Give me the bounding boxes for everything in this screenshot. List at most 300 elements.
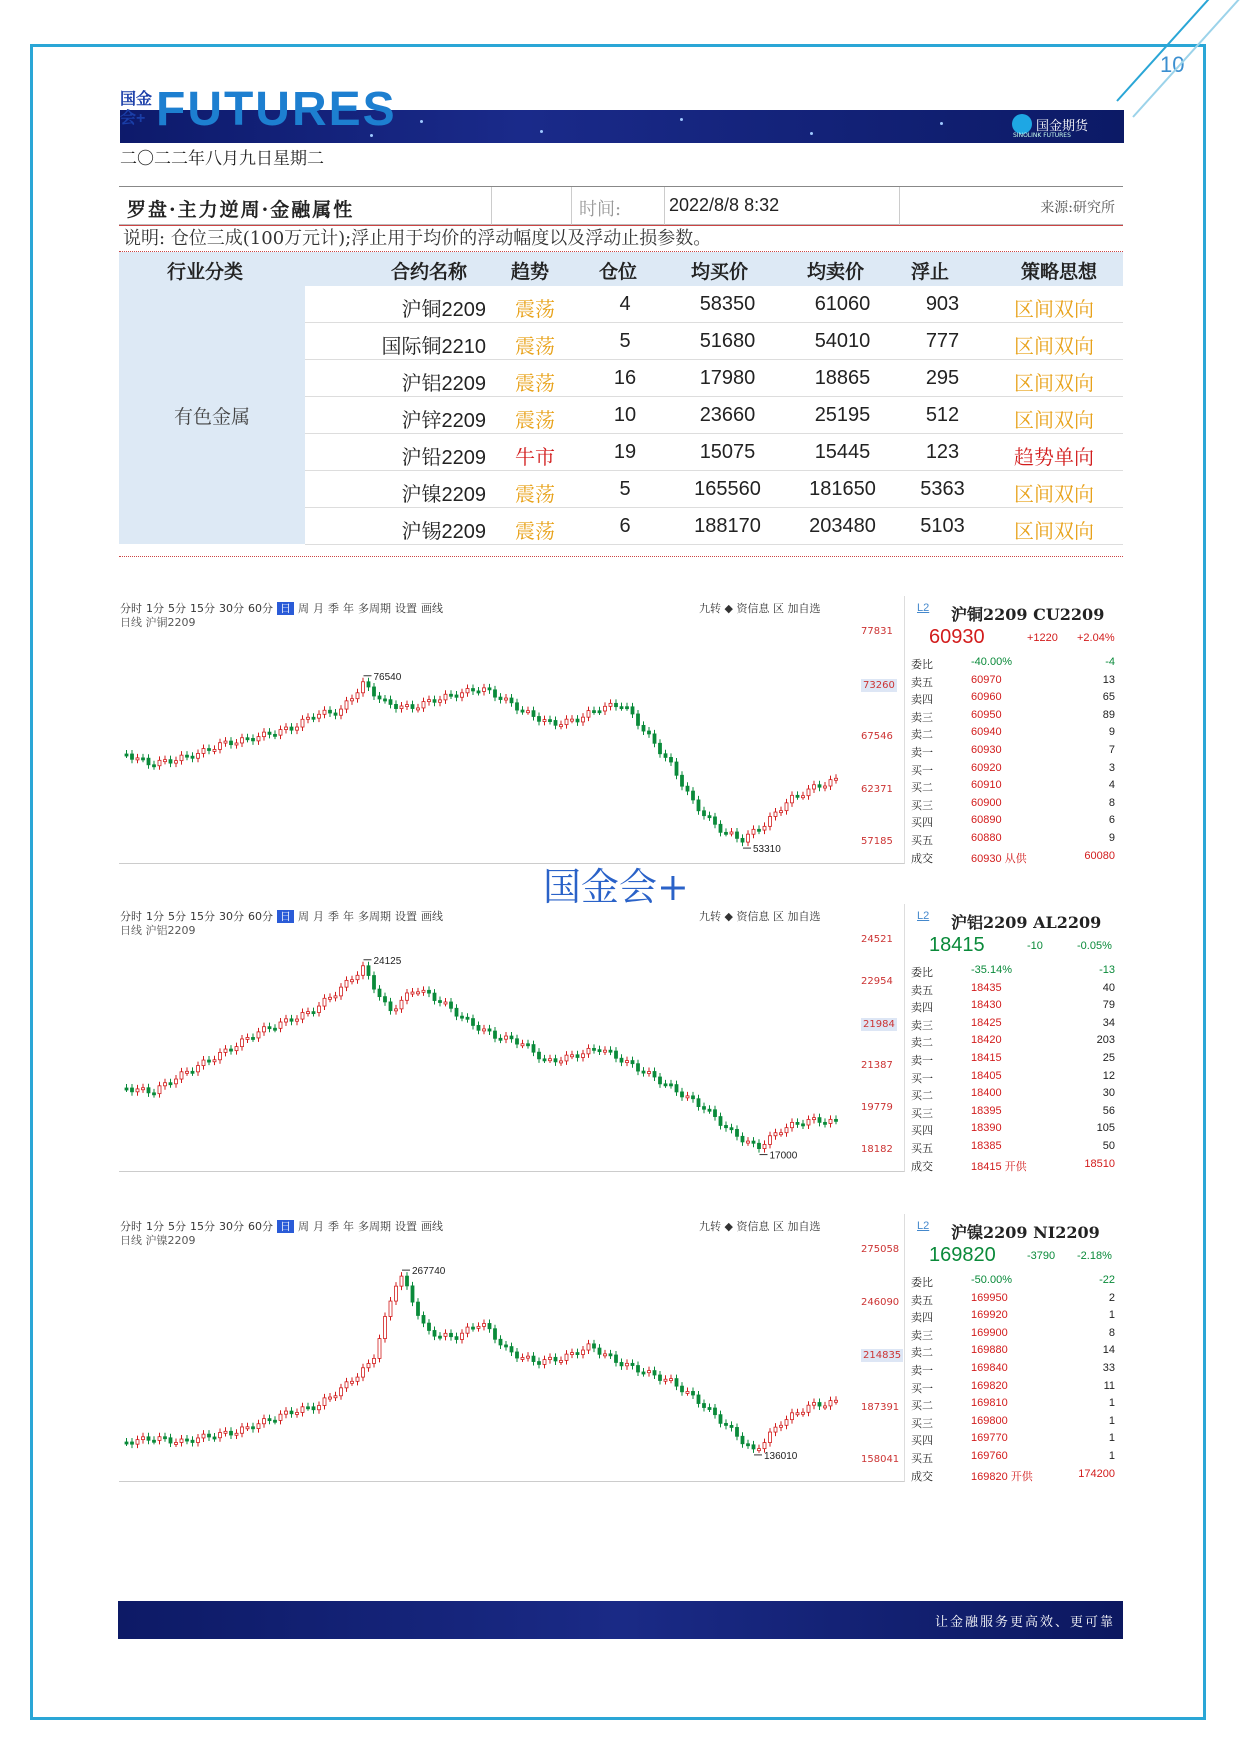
order-book-row	[911, 1158, 1121, 1174]
candle	[340, 1388, 343, 1396]
kline-panel	[119, 1214, 905, 1482]
book-volume: 6	[1108, 814, 1115, 827]
cell-pos: 4	[619, 293, 631, 315]
period-tab[interactable]: 日	[277, 602, 294, 615]
axis-tick-label: 22954	[861, 976, 893, 987]
period-tab[interactable]: 60分	[248, 1220, 273, 1233]
candle	[708, 816, 711, 818]
candle	[565, 719, 568, 724]
period-tab[interactable]: 设置	[395, 602, 417, 615]
level2-badge[interactable]: L2	[917, 1220, 930, 1232]
candle	[334, 996, 337, 998]
axis-tick-label: 77831	[861, 626, 893, 637]
candle	[758, 1143, 761, 1148]
candle	[422, 1315, 425, 1323]
candle	[516, 1352, 519, 1358]
candle	[164, 760, 167, 762]
book-price: 169880	[971, 1344, 1008, 1357]
book-price: 169950	[971, 1291, 1008, 1304]
candle	[466, 689, 469, 693]
candle	[175, 1442, 178, 1444]
book-volume: 1	[1108, 1397, 1115, 1410]
candle	[186, 1439, 189, 1441]
candle	[560, 725, 563, 727]
order-book-row	[911, 1087, 1121, 1103]
price-pct: +2.04%	[1077, 632, 1115, 644]
candle	[384, 699, 387, 701]
brand-right-cn: 国金期货	[1036, 118, 1089, 134]
header-cell: 策略思想	[1021, 261, 1098, 283]
price-pct: -2.18%	[1077, 1250, 1112, 1262]
candle	[587, 1048, 590, 1053]
candle	[554, 1357, 557, 1361]
axis-tick-label: 19779	[861, 1102, 893, 1113]
candle	[158, 1437, 161, 1441]
axis-tick-label: 57185	[861, 836, 893, 847]
candle	[818, 1118, 821, 1123]
period-tab[interactable]: 设置	[395, 1220, 417, 1233]
period-tab[interactable]: 年	[343, 910, 354, 923]
chart-tools[interactable]: 九转 ◆ 资信息 区 加自选	[699, 602, 821, 615]
candle	[466, 1327, 469, 1333]
book-label: 成交	[911, 1470, 933, 1483]
period-tab[interactable]: 季	[328, 910, 339, 923]
book-label: 买五	[911, 1453, 933, 1465]
order-book-row	[911, 1140, 1121, 1156]
candle	[455, 695, 458, 697]
candle	[505, 698, 508, 700]
book-price: -40.00%	[971, 656, 1012, 668]
candle	[356, 975, 359, 979]
book-label: 卖五	[911, 1294, 933, 1307]
candle	[213, 749, 216, 751]
book-volume: 18510	[1084, 1157, 1115, 1170]
candle	[378, 1339, 381, 1359]
period-tab[interactable]: 季	[328, 1220, 339, 1233]
axis-tick-label: 21387	[861, 1060, 893, 1071]
candle	[169, 1438, 172, 1443]
candle	[549, 1059, 552, 1061]
last-price: 60930	[929, 626, 985, 648]
cell-strategy: 区间双向	[1014, 484, 1094, 506]
candle	[725, 1125, 728, 1127]
order-book-row	[911, 1070, 1121, 1086]
candle	[351, 980, 354, 982]
candle	[323, 1398, 326, 1406]
candle	[719, 824, 722, 832]
price-change: -3790	[1027, 1250, 1056, 1262]
candle	[730, 1128, 733, 1130]
candle	[191, 1440, 194, 1442]
order-book-row	[911, 1344, 1121, 1360]
candle	[763, 826, 766, 830]
candle	[571, 719, 574, 721]
candle	[565, 1055, 568, 1061]
period-tab[interactable]: 15分	[190, 910, 215, 923]
cell-trend: 牛市	[515, 447, 555, 469]
chart-aluminium	[119, 904, 1123, 1174]
extreme-label: 17000	[769, 1150, 798, 1162]
table-row	[305, 286, 1123, 323]
candle	[648, 1071, 651, 1073]
period-tab[interactable]: 分时	[120, 1220, 142, 1233]
period-tab[interactable]: 月	[313, 910, 324, 923]
candle	[219, 1052, 222, 1059]
candle	[230, 741, 233, 745]
candle	[741, 838, 744, 842]
period-tab[interactable]: 30分	[219, 910, 244, 923]
quote-panel	[909, 596, 1123, 864]
candle	[439, 700, 442, 702]
book-volume: 9	[1108, 832, 1115, 844]
period-tab[interactable]: 分时	[120, 910, 142, 923]
candle	[488, 1029, 491, 1031]
order-book-row	[911, 779, 1121, 795]
book-label: 买三	[911, 799, 933, 812]
book-label: 买一	[911, 1072, 933, 1085]
candle	[549, 720, 552, 722]
cell-buy: 58350	[699, 293, 756, 315]
candle	[136, 758, 139, 760]
candle	[780, 811, 783, 813]
candle	[345, 1382, 348, 1388]
candle	[444, 1333, 447, 1336]
period-tab[interactable]: 季	[328, 602, 339, 615]
candle	[246, 1427, 249, 1429]
candle	[499, 1038, 502, 1040]
candle	[153, 765, 156, 767]
candle	[433, 1330, 436, 1336]
candle	[439, 1001, 442, 1003]
candle	[301, 1407, 304, 1413]
cell-strategy: 区间双向	[1014, 410, 1094, 432]
book-price: 18430	[971, 999, 1002, 1012]
book-price: 60890	[971, 814, 1002, 827]
candle	[296, 1019, 299, 1021]
candle	[714, 1110, 717, 1117]
candle	[400, 706, 403, 709]
header-cell: 仓位	[599, 261, 638, 283]
candle	[246, 738, 249, 740]
period-tab[interactable]: 30分	[219, 602, 244, 615]
candle	[417, 708, 420, 710]
candle	[125, 1442, 128, 1444]
period-tab[interactable]: 画线	[421, 1220, 443, 1233]
chart-tools[interactable]: 九转 ◆ 资信息 区 加自选	[699, 910, 821, 923]
candle	[268, 732, 271, 734]
candle	[483, 1323, 486, 1326]
candle	[268, 1027, 271, 1029]
candle	[362, 682, 365, 693]
period-tab[interactable]: 5分	[168, 1220, 186, 1233]
book-price: 18400	[971, 1087, 1002, 1100]
candle	[318, 1405, 321, 1409]
logo-cn: 国金会+	[120, 91, 153, 127]
order-book-row	[911, 674, 1121, 690]
cell-pos: 5	[619, 330, 631, 352]
candle	[818, 785, 821, 787]
book-volume: 33	[1102, 1362, 1115, 1374]
period-tab[interactable]: 周	[298, 602, 309, 615]
book-label: 买二	[911, 1090, 933, 1103]
period-tab[interactable]: 多周期	[358, 910, 391, 923]
candle	[763, 1144, 766, 1148]
candle	[714, 1408, 717, 1415]
candle	[604, 706, 607, 711]
candle	[796, 795, 799, 797]
cell-strategy: 趋势单向	[1014, 447, 1094, 469]
cell-buy: 23660	[699, 404, 756, 426]
candle	[576, 719, 579, 722]
candle	[274, 734, 277, 736]
book-label: 卖四	[911, 1312, 933, 1325]
quote-panel	[909, 904, 1123, 1172]
book-label: 卖四	[911, 1002, 933, 1015]
candle	[461, 693, 464, 697]
candle	[604, 1050, 607, 1052]
book-volume: 11	[1103, 1379, 1115, 1392]
candle	[598, 1348, 601, 1354]
book-label: 卖二	[911, 729, 933, 742]
candle	[323, 710, 326, 714]
candle	[730, 1425, 733, 1427]
period-tab[interactable]: 周	[298, 1220, 309, 1233]
cell-name: 沪铜2209	[401, 299, 486, 321]
header-cell: 浮止	[911, 261, 950, 283]
candle	[257, 1032, 260, 1038]
candle	[802, 1412, 805, 1414]
candle	[164, 1083, 167, 1086]
candle	[659, 1077, 662, 1084]
book-price: 18425	[971, 1016, 1002, 1029]
candle	[725, 832, 728, 834]
last-price: 18415	[929, 934, 985, 956]
candle	[642, 1372, 645, 1374]
candle	[153, 1440, 156, 1442]
period-tab[interactable]: 分时	[120, 602, 142, 615]
candle	[290, 1019, 293, 1021]
candle	[285, 727, 288, 729]
candle	[670, 757, 673, 762]
book-price: 60950	[971, 708, 1002, 721]
candle	[488, 1323, 491, 1328]
extreme-label: 76540	[373, 671, 402, 683]
period-tab[interactable]: 15分	[190, 1220, 215, 1233]
candle	[202, 749, 205, 754]
candle	[373, 976, 376, 990]
period-tab[interactable]: 1分	[146, 910, 164, 923]
candle	[609, 703, 612, 706]
chart-label: 日线 沪铝2209	[120, 924, 196, 937]
candle	[400, 1000, 403, 1009]
book-label: 买四	[911, 817, 933, 830]
brand-right	[1012, 114, 1089, 139]
candle	[334, 1396, 337, 1398]
axis-tick-label: 275058	[861, 1244, 900, 1255]
candle	[450, 694, 453, 696]
candle	[626, 1061, 629, 1063]
book-label: 买二	[911, 782, 933, 795]
candle	[477, 691, 480, 693]
chart-tools[interactable]: 九转 ◆ 资信息 区 加自选	[699, 1220, 821, 1233]
quote-title: 沪铜2209 CU2209	[951, 605, 1105, 624]
candle	[697, 1395, 700, 1404]
book-label: 成交	[911, 1160, 933, 1173]
candle	[835, 778, 838, 780]
candle	[186, 1071, 189, 1073]
candle	[241, 1427, 244, 1433]
book-price: 18415	[971, 1052, 1002, 1064]
order-book-row	[911, 832, 1121, 848]
candle	[488, 688, 491, 690]
candle	[395, 1286, 398, 1301]
candle	[719, 1117, 722, 1126]
book-label: 委比	[911, 1277, 933, 1289]
candle	[153, 1093, 156, 1095]
period-tab[interactable]: 日	[277, 1220, 294, 1233]
level2-badge[interactable]: L2	[917, 910, 930, 922]
order-book-row	[911, 982, 1121, 998]
candle	[208, 1060, 211, 1062]
candle	[483, 688, 486, 692]
quote-title: 沪镍2209 NI2209	[951, 1223, 1100, 1242]
period-tab[interactable]: 月	[313, 1220, 324, 1233]
book-volume: 89	[1102, 708, 1115, 721]
order-book-row	[911, 1450, 1121, 1466]
order-book-row	[911, 797, 1121, 813]
period-tab[interactable]: 画线	[421, 910, 443, 923]
period-tab[interactable]: 15分	[190, 602, 215, 615]
book-price: 18405	[971, 1069, 1002, 1082]
period-tab[interactable]: 多周期	[358, 1220, 391, 1233]
candle	[125, 754, 128, 756]
period-tab[interactable]: 5分	[168, 602, 186, 615]
candle	[197, 1438, 200, 1443]
cell-strategy: 区间双向	[1014, 521, 1094, 543]
candle	[615, 703, 618, 706]
order-book-row	[911, 1017, 1121, 1033]
candle	[505, 1345, 508, 1347]
candle	[373, 1358, 376, 1363]
level2-badge[interactable]: L2	[917, 602, 930, 614]
candle	[136, 1089, 139, 1092]
period-tab[interactable]: 5分	[168, 910, 186, 923]
cell-strategy: 区间双向	[1014, 373, 1094, 395]
book-volume: 13	[1102, 673, 1115, 686]
book-volume: 1	[1108, 1450, 1115, 1462]
candle	[395, 1009, 398, 1011]
candle	[532, 1356, 535, 1361]
candle	[829, 1119, 832, 1123]
candle	[829, 1401, 832, 1406]
cell-name: 国际铜2210	[381, 336, 486, 358]
candle	[554, 720, 557, 725]
book-label: 委比	[911, 967, 933, 979]
time-label: 时间:	[579, 199, 622, 220]
period-tab[interactable]: 1分	[146, 1220, 164, 1233]
candle	[576, 1353, 579, 1355]
candle	[301, 719, 304, 727]
candle	[505, 1036, 508, 1039]
candle	[835, 1119, 838, 1121]
table-row	[305, 360, 1123, 397]
candle	[241, 1039, 244, 1047]
price-change: -10	[1027, 940, 1043, 952]
candle	[252, 1427, 255, 1429]
order-book-row	[911, 999, 1121, 1015]
candle	[686, 1096, 689, 1098]
candle	[741, 1136, 744, 1142]
book-volume: 50	[1102, 1140, 1115, 1152]
candle	[472, 689, 475, 691]
candle	[510, 1036, 513, 1039]
candle	[378, 696, 381, 699]
candle	[378, 989, 381, 997]
candle	[274, 1028, 277, 1030]
candle	[543, 1059, 546, 1061]
candle	[455, 1008, 458, 1016]
period-tab[interactable]: 60分	[248, 602, 273, 615]
period-tab[interactable]: 30分	[219, 1220, 244, 1233]
period-tab[interactable]: 年	[343, 602, 354, 615]
candle	[428, 990, 431, 993]
candle	[747, 1141, 750, 1143]
candle	[235, 1047, 238, 1051]
candle	[785, 1420, 788, 1426]
book-price: 169900	[971, 1326, 1008, 1339]
candle	[736, 1427, 739, 1436]
axis-tick-label: 21984	[863, 1019, 895, 1030]
candle	[708, 1109, 711, 1111]
candle	[367, 1363, 370, 1367]
candle	[758, 1449, 761, 1451]
candle	[532, 1045, 535, 1053]
period-tab[interactable]: 设置	[395, 910, 417, 923]
chart-nickel	[119, 1214, 1123, 1484]
candle	[466, 1017, 469, 1019]
cell-buy: 188170	[694, 515, 761, 537]
watermark: 国金会+	[543, 865, 689, 909]
candle	[323, 998, 326, 1006]
candle	[807, 789, 810, 796]
period-tab[interactable]: 月	[313, 602, 324, 615]
period-tab[interactable]: 多周期	[358, 602, 391, 615]
period-tab[interactable]: 日	[277, 910, 294, 923]
candle	[285, 1411, 288, 1414]
candle	[681, 1092, 684, 1097]
book-price: 18420	[971, 1034, 1002, 1047]
candle	[131, 754, 134, 759]
period-tab[interactable]: 画线	[421, 602, 443, 615]
cell-sell: 61060	[814, 293, 871, 315]
candle	[593, 1048, 596, 1050]
candle	[593, 1344, 596, 1348]
candle	[312, 717, 315, 719]
table-note: 说明: 仓位三成(100万元计);浮止用于均价的浮动幅度以及浮动止损参数。	[119, 225, 1123, 252]
book-label: 卖三	[911, 1329, 933, 1342]
book-volume: 203	[1096, 1034, 1115, 1047]
candle	[791, 795, 794, 803]
period-tab[interactable]: 年	[343, 1220, 354, 1233]
period-tab[interactable]: 60分	[248, 910, 273, 923]
candle	[598, 1050, 601, 1052]
period-tab[interactable]: 1分	[146, 602, 164, 615]
book-volume: 34	[1102, 1016, 1115, 1029]
period-tab[interactable]: 周	[298, 910, 309, 923]
book-price: 18435	[971, 981, 1002, 994]
book-volume: 8	[1108, 1326, 1115, 1339]
candle	[180, 755, 183, 760]
